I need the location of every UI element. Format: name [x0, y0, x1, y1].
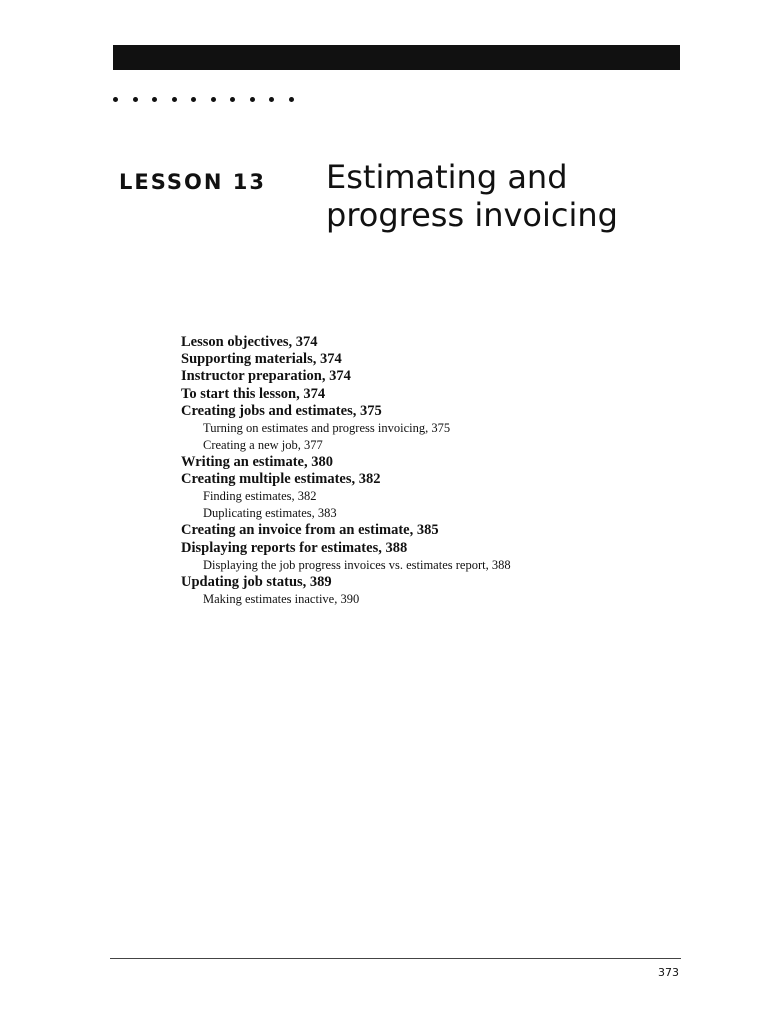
toc-subentry: Duplicating estimates, 383: [203, 506, 337, 521]
toc-entry: To start this lesson, 374: [181, 385, 326, 402]
dot: [230, 97, 235, 102]
dot: [191, 97, 196, 102]
table-of-contents: [181, 334, 681, 608]
lesson-title: [326, 158, 686, 234]
toc-entry: Instructor preparation, 374: [181, 368, 351, 385]
dot: [152, 97, 157, 102]
page-number: 373: [658, 966, 679, 979]
toc-subentry: Creating a new job, 377: [203, 438, 323, 453]
header-bar: [113, 45, 680, 70]
toc-entry: Writing an estimate, 380: [181, 454, 333, 471]
lesson-title-line-1: Estimating and: [326, 158, 568, 196]
toc-subentry: Finding estimates, 382: [203, 489, 317, 504]
dot: [133, 97, 138, 102]
toc-entry: Creating an invoice from an estimate, 385: [181, 522, 439, 539]
lesson-title-line-2: progress invoicing: [326, 196, 618, 234]
dot: [172, 97, 177, 102]
dot: [211, 97, 216, 102]
toc-entry: Displaying reports for estimates, 388: [181, 539, 408, 556]
toc-entry: Updating job status, 389: [181, 573, 332, 590]
dot: [113, 97, 118, 102]
dot: [269, 97, 274, 102]
toc-subentry: Displaying the job progress invoices vs. estimates report, 388: [203, 557, 511, 572]
lesson-number: LESSON 13: [119, 170, 266, 194]
toc-entry: Lesson objectives, 374: [181, 334, 318, 350]
toc-entry: Supporting materials, 374: [181, 351, 342, 368]
toc-entry: Creating multiple estimates, 382: [181, 471, 381, 488]
footer-divider: [110, 958, 681, 959]
toc-subentry: Making estimates inactive, 390: [203, 592, 360, 607]
toc-entry: Creating jobs and estimates, 375: [181, 402, 382, 419]
dot: [289, 97, 294, 102]
dot: [250, 97, 255, 102]
decorative-dots: [113, 92, 294, 106]
toc-subentry: Turning on estimates and progress invoicing, 375: [203, 421, 451, 436]
